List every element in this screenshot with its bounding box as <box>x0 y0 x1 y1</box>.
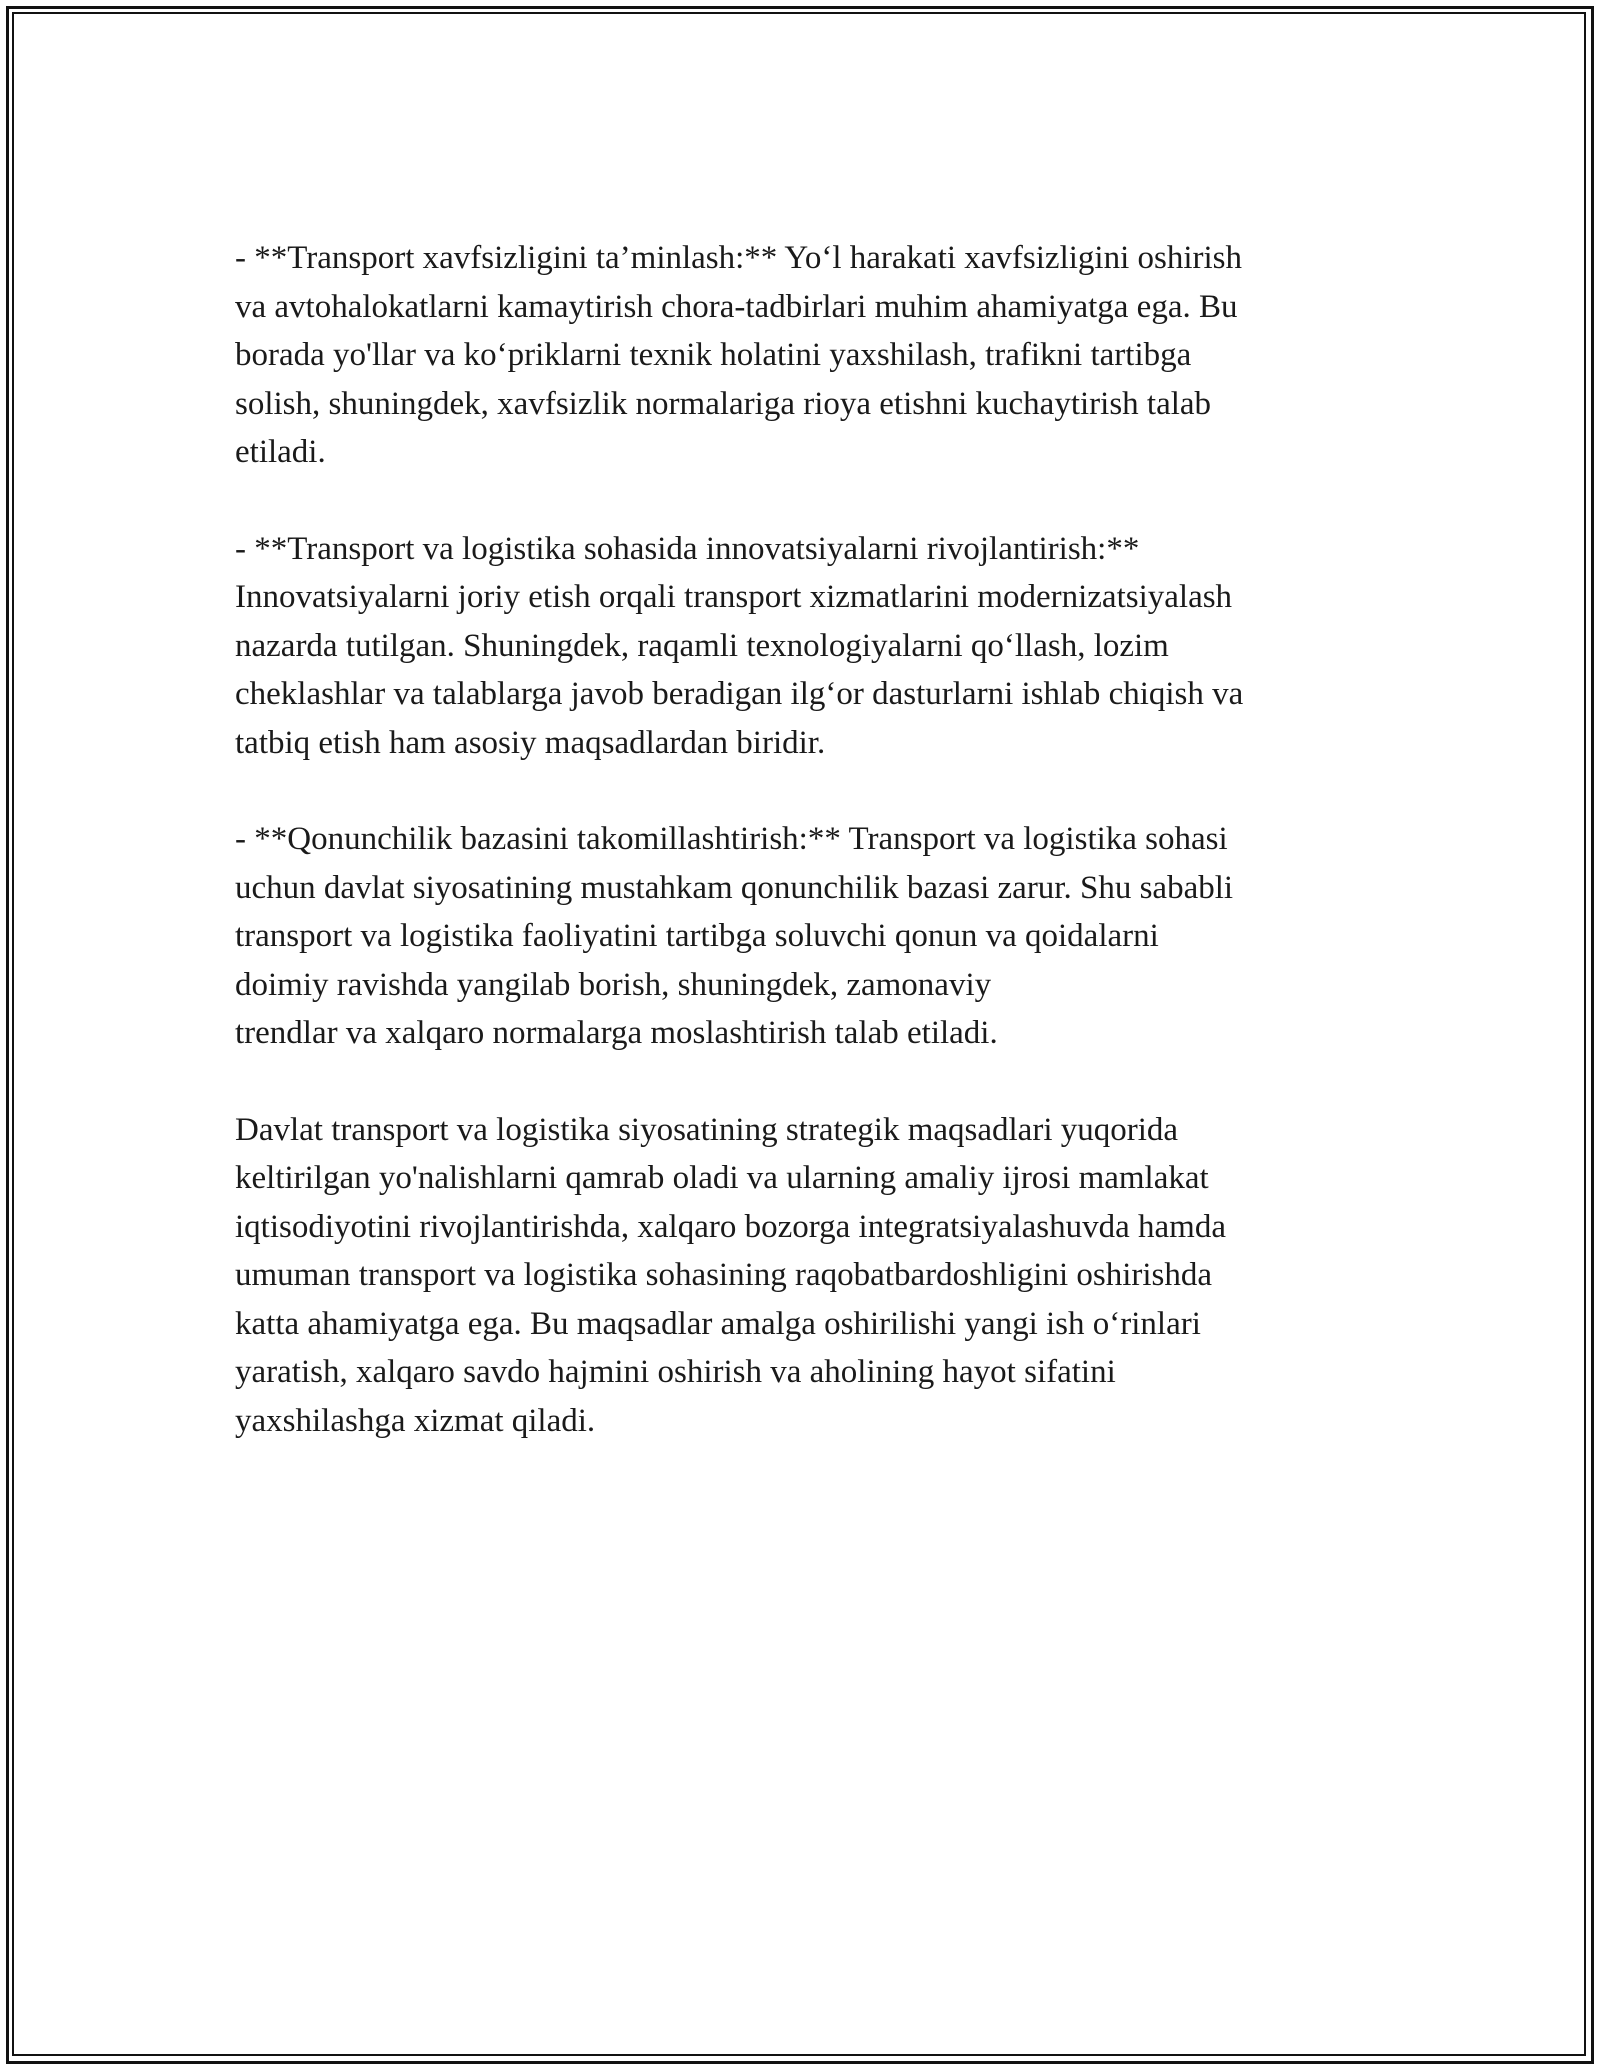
paragraph-legislation: - **Qonunchilik bazasini takomillashtirish:** Transport va logistika sohasi uchun davlat siyosatining mustahkam qonunchilik bazasi zarur. Shu sababli transport va logistika faoliyatini tartibga soluvchi qonun va qoidalarni doimiy ravishda yangilab borish, shuningdek, zamonaviy trendlar va xalqaro normalarga moslashtirish talab etiladi. <box>235 821 1234 1051</box>
paragraph-transport-safety: - **Transport xavfsizligini ta’minlash:** Yo‘l harakati xavfsizligini oshirish va avtohalokatlarni kamaytirish chora-tadbirlari muhim ahamiyatga ega. Bu borada yo'llar va ko‘priklarni texnik holatini yaxshilash, trafikni tartibga solish, shuningdek, xavfsizlik normalariga rioya etishni kuchaytirish talab etiladi. <box>235 240 1243 470</box>
paragraph-innovation: - **Transport va logistika sohasida innovatsiyalarni rivojlantirish:** Innovatsiyalarni joriy etish orqali transport xizmatlarini modernizatsiyalash nazarda tutilgan. Shuningdek, raqamli texnologiyalarni qo‘llash, lozim cheklashlar va talablarga javob beradigan ilg‘or dasturlarni ishlab chiqish va tatbiq etish ham asosiy maqsadlardan biridir. <box>235 530 1244 761</box>
document-body <box>235 234 1385 1493</box>
paragraph-conclusion: Davlat transport va logistika siyosatining strategik maqsadlari yuqorida keltirilgan yo'nalishlarni qamrab oladi va ularning amaliy ijrosi mamlakat iqtisodiyotini rivojlantirishda, xalqaro bozorga integratsiyalashuvda hamda umuman transport va logistika sohasining raqobatbardoshligini oshirishda katta ahamiyatga ega. Bu maqsadlar amalga oshirilishi yangi ish o‘rinlari yaratish, xalqaro savdo hajmini oshirish va aholining hayot sifatini yaxshilashga xizmat qiladi. <box>235 1111 1226 1439</box>
